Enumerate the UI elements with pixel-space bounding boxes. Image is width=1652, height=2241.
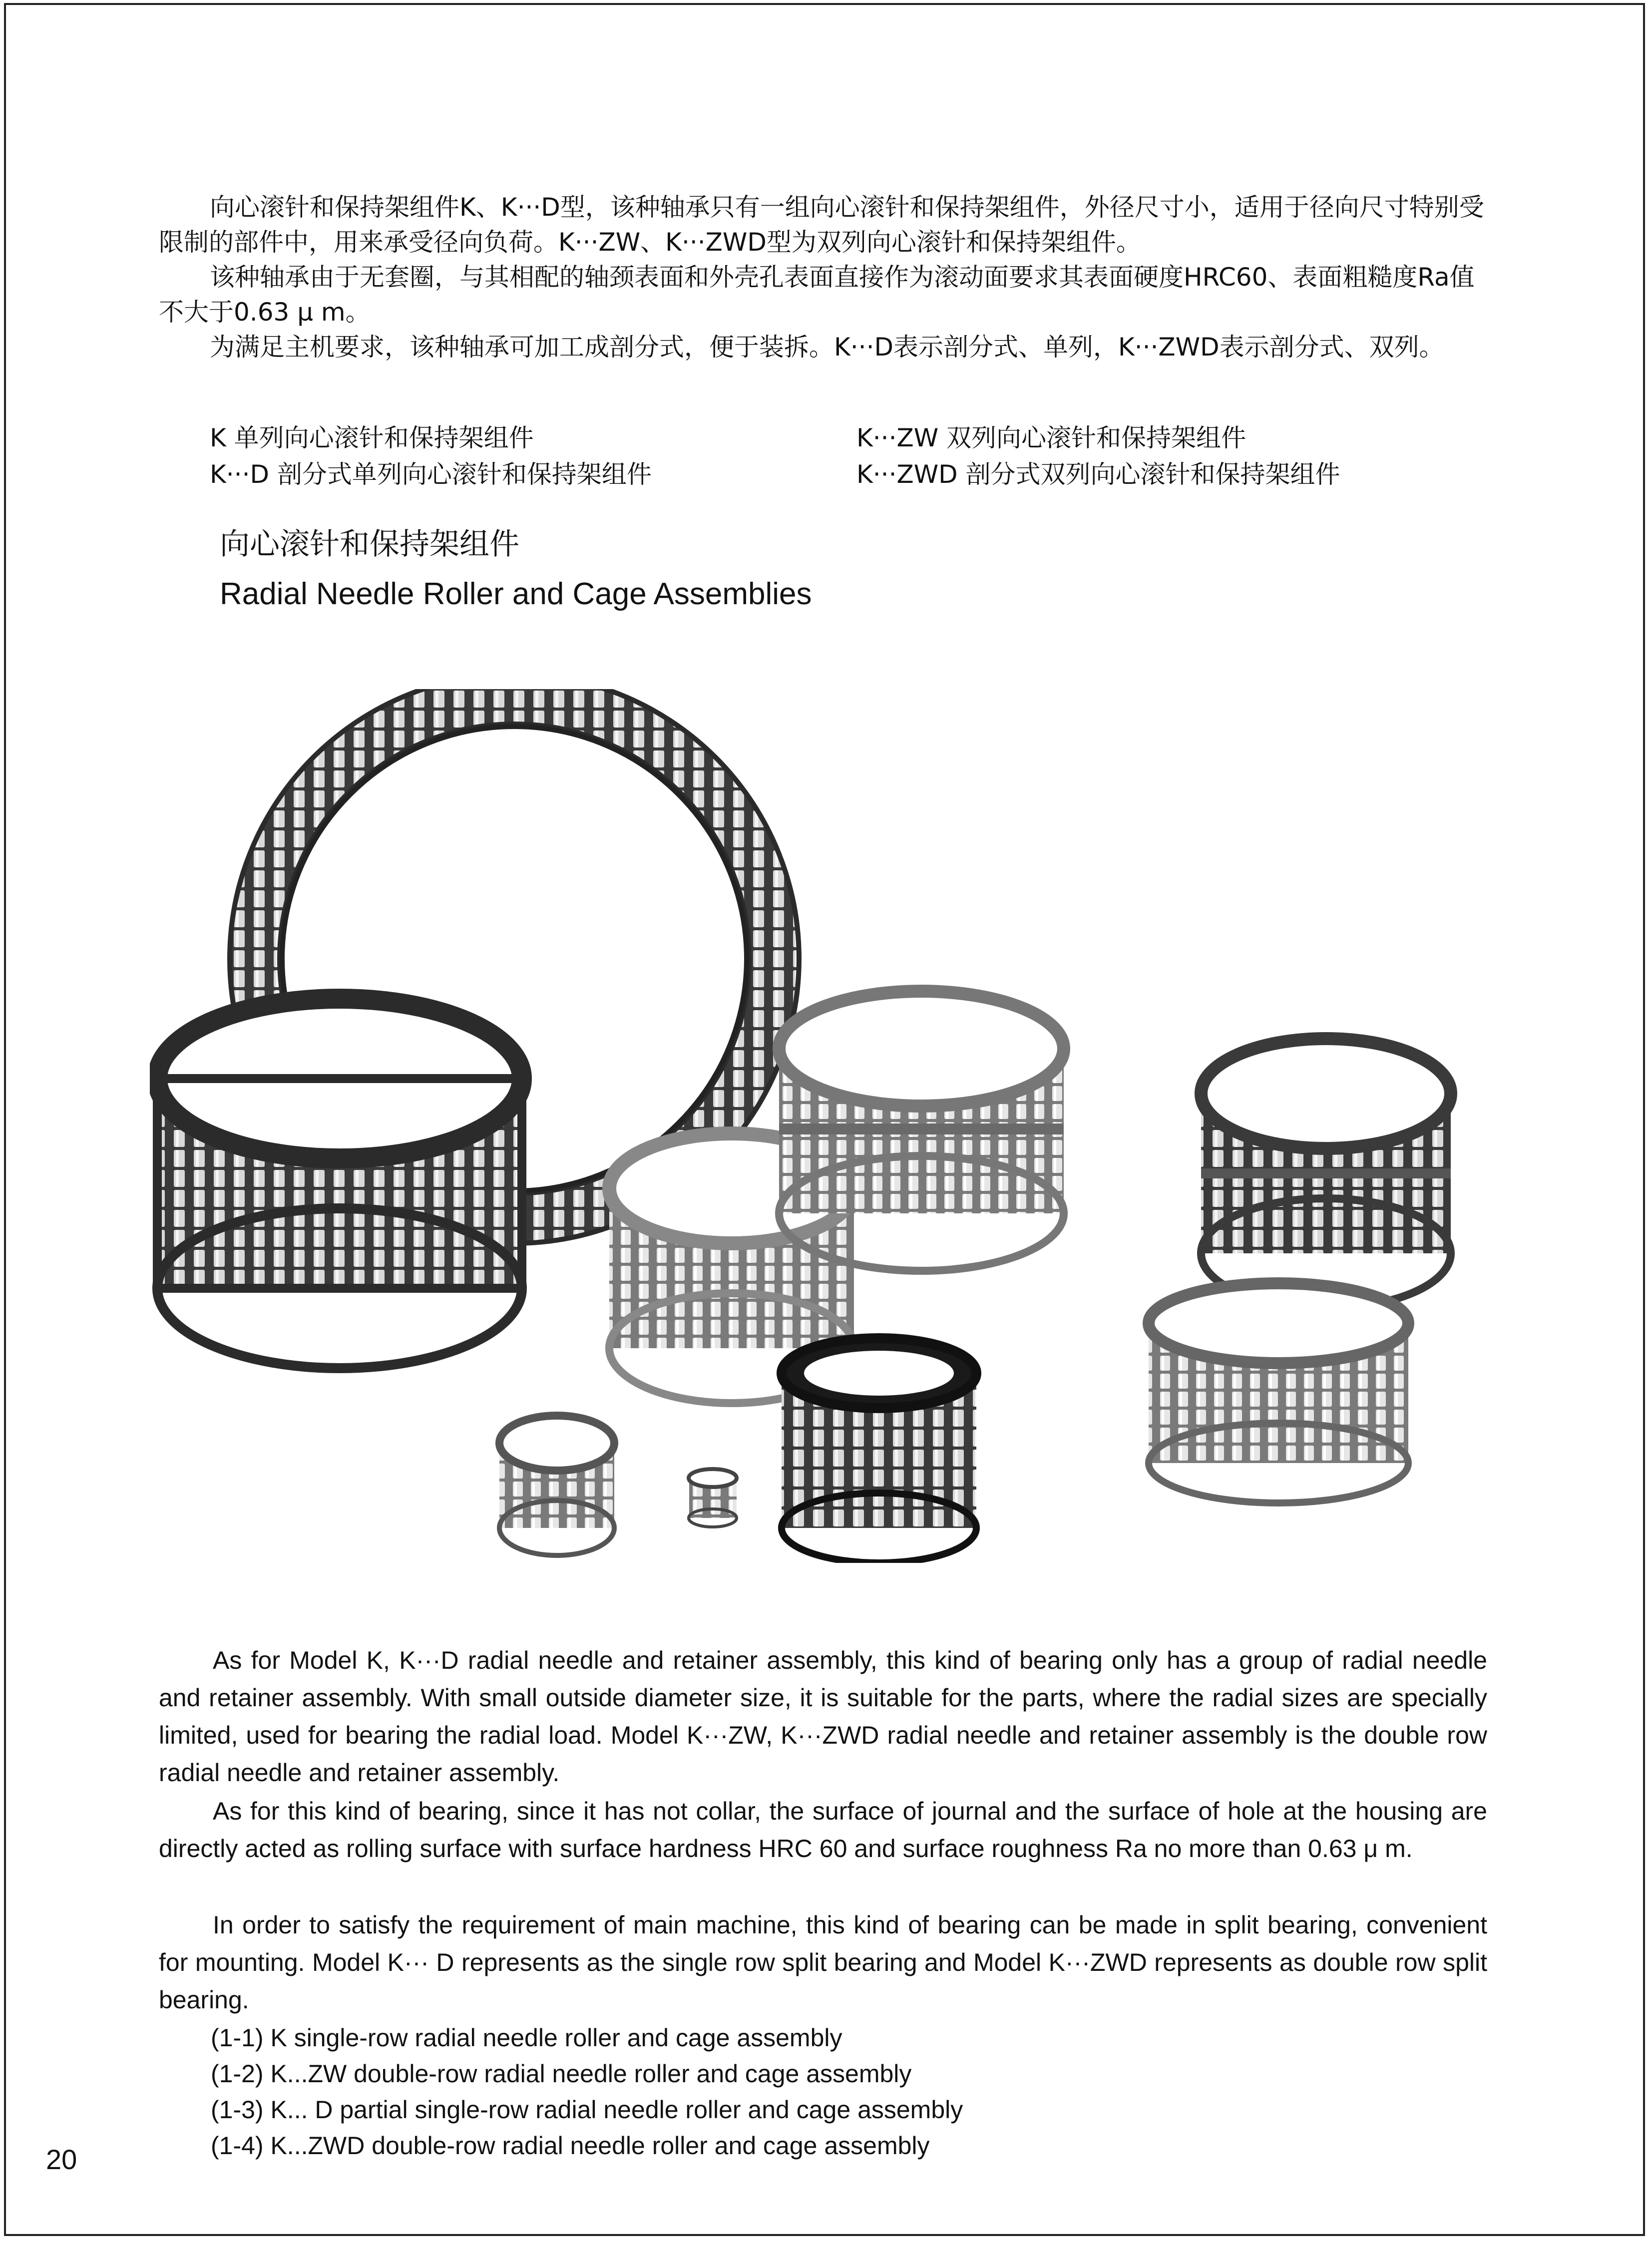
page-number: 20 (46, 2144, 77, 2175)
small-cage-ring (499, 1416, 614, 1555)
right-split-cage (1149, 1283, 1408, 1503)
section-title-zh: 向心滚针和保持架组件 (220, 527, 519, 562)
black-cage-cylinder (782, 1338, 976, 1563)
en-item-3: (1-3) K... D partial single-row radial needle roller and cage assembly (211, 2096, 963, 2124)
zh-paragraph-3: 为满足主机要求，该种轴承可加工成剖分式，便于装拆。K···D表示剖分式、单列，K···ZWD表示剖分式、双列。 (210, 333, 1444, 362)
tiny-cage (689, 1469, 737, 1527)
zh-paragraph-1: 向心滚针和保持架组件K、K···D型，该种轴承只有一组向心滚针和保持架组件，外径尺寸小，适用于径向尺寸特别受限制的部件中，用来承受径向负荷。K···ZW、K···ZWD型为双列向心滚针和保持架组件。 (159, 193, 1484, 257)
zh-item-kzwd: K···ZWD 剖分式双列向心滚针和保持架组件 (856, 460, 1340, 489)
bearing-photo (150, 689, 1498, 1563)
zh-item-kd: K···D 剖分式单列向心滚针和保持架组件 (210, 460, 652, 489)
en-item-1: (1-1) K single-row radial needle roller and cage assembly (211, 2024, 842, 2052)
zh-item-k: K 单列向心滚针和保持架组件 (210, 423, 534, 452)
en-item-2: (1-2) K...ZW double-row radial needle roller and cage assembly (211, 2060, 912, 2088)
en-paragraph-3: In order to satisfy the requirement of main machine, this kind of bearing can be made in split bearing, convenient for mounting. Model K··· D represents as the single row split bearing and Model K···ZWD represents as double row split bearing. (159, 1911, 1487, 2014)
right-double-row-cage (1201, 1039, 1451, 1308)
zh-item-kzw: K···ZW 双列向心滚针和保持架组件 (856, 423, 1246, 452)
en-paragraph-2: As for this kind of bearing, since it has not collar, the surface of journal and the surface of hole at the housing are directly acted as rolling surface with surface hardness HRC 60 and surface roughness Ra no more than 0.63 μ m. (159, 1797, 1487, 1863)
en-paragraph-1: As for Model K, K···D radial needle and retainer assembly, this kind of bearing only has a group of radial needle and retainer assembly. With small outside diameter size, it is suitable for the parts, where the radial sizes are specially limited, used for bearing the radial load. Model K···ZW, K···ZWD radial needle and retainer assembly is the double row radial needle and retainer assembly. (159, 1646, 1487, 1787)
section-title-en: Radial Needle Roller and Cage Assemblies (220, 577, 812, 611)
zh-paragraph-2: 该种轴承由于无套圈，与其相配的轴颈表面和外壳孔表面直接作为滚动面要求其表面硬度HRC60、表面粗糙度Ra值不大于0.63 μ m。 (159, 263, 1475, 327)
en-item-4: (1-4) K...ZWD double-row radial needle roller and cage assembly (211, 2132, 930, 2160)
left-cage-cylinder (157, 999, 522, 1368)
